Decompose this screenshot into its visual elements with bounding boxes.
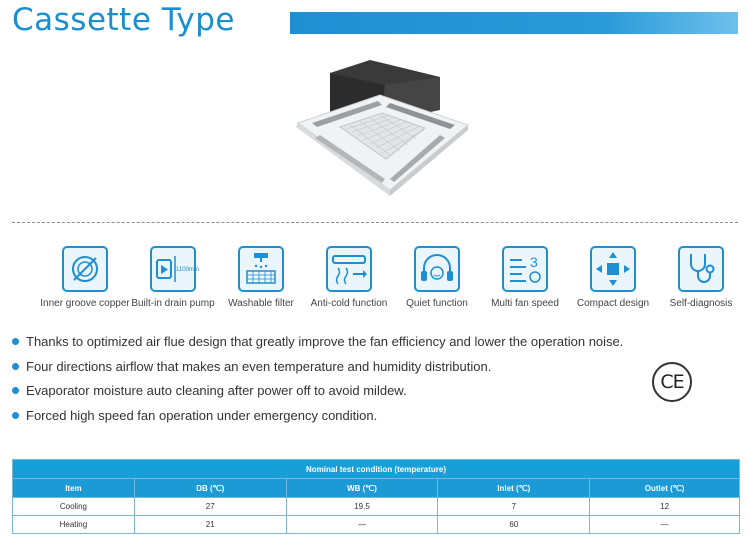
list-item [12, 358, 632, 383]
section-divider [12, 222, 738, 223]
feature-bullet-list [12, 333, 632, 431]
bullet-dot [12, 363, 19, 370]
table-cell: — [590, 516, 740, 534]
list-item [12, 333, 632, 358]
feature-label: Washable filter [228, 298, 294, 309]
pipe-icon [62, 246, 108, 292]
cassette-unit-image [290, 55, 475, 200]
feature-label: Multi fan speed [491, 298, 559, 309]
feature-quiet [392, 246, 482, 310]
anti-cold-icon [326, 246, 372, 292]
feature-label: Compact design [576, 298, 650, 309]
column-header: DB (℃) [134, 479, 286, 498]
feature-icons-row [40, 246, 740, 326]
page-title: Cassette Type [12, 2, 235, 38]
pump-height-text: 1100mm [176, 267, 199, 273]
bullet-text: Evaporator moisture auto cleaning after power off to avoid mildew. [26, 383, 407, 398]
table-cell: 12 [590, 498, 740, 516]
feature-drain-pump [128, 246, 218, 310]
feature-label: Inner groove copper [40, 298, 130, 309]
feature-self-diagnosis [656, 246, 746, 310]
feature-anti-cold [304, 246, 394, 310]
bullet-text: Four directions airflow that makes an even temperature and humidity distribution. [26, 358, 492, 374]
feature-washable-filter [216, 246, 306, 310]
feature-compact-design [568, 246, 658, 310]
column-header: Item [13, 479, 135, 498]
table-row [13, 498, 740, 516]
bullet-text: Forced high speed fan operation under emergency condition. [26, 407, 378, 423]
drain-pump-icon [150, 246, 199, 292]
feature-multi-fan-speed [480, 246, 570, 310]
feature-label: Anti-cold function [310, 298, 388, 309]
bullet-dot [12, 412, 19, 419]
fan-speed-icon [502, 246, 548, 292]
table-cell: 19.5 [286, 498, 438, 516]
headphones-icon [414, 246, 460, 292]
table-caption: Nominal test condition (temperature) [13, 460, 740, 479]
ce-certification-mark: CE [652, 362, 692, 402]
column-header: WB (℃) [286, 479, 438, 498]
bullet-text: Thanks to optimized air flue design that greatly improve the fan efficiency and lower the operation noise. [26, 334, 624, 349]
list-item [12, 407, 632, 432]
table-row [13, 516, 740, 534]
table-cell: 7 [438, 498, 590, 516]
feature-label: Built-in drain pump [131, 298, 215, 309]
washable-filter-icon [238, 246, 284, 292]
feature-label: Quiet function [406, 298, 468, 309]
table-cell: Heating [13, 516, 135, 534]
table-cell: Cooling [13, 498, 135, 516]
test-condition-table [12, 459, 740, 534]
title-banner-bar [290, 12, 738, 34]
bullet-dot [12, 387, 19, 394]
feature-inner-groove-copper [40, 246, 130, 310]
column-header: Inlet (℃) [438, 479, 590, 498]
list-item [12, 382, 632, 407]
fan-speed-number: 3 [530, 254, 538, 270]
column-header: Outlet (℃) [590, 479, 740, 498]
feature-label: Self-diagnosis [669, 298, 733, 309]
table-cell: 27 [134, 498, 286, 516]
stethoscope-icon [678, 246, 724, 292]
table-cell: 60 [438, 516, 590, 534]
table-cell: 21 [134, 516, 286, 534]
compact-design-icon [590, 246, 636, 292]
table-cell: — [286, 516, 438, 534]
bullet-dot [12, 338, 19, 345]
